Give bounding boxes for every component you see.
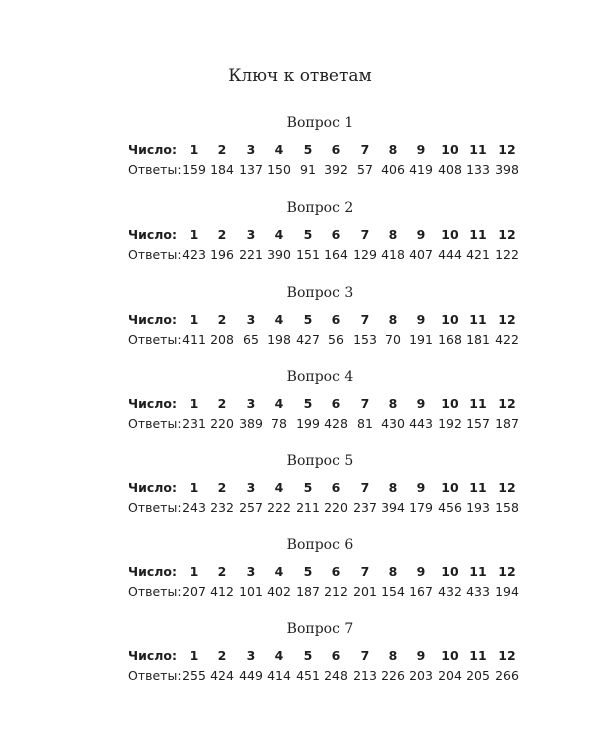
number-cell: 4 [274,396,284,411]
answer-cell: 430 [381,416,405,431]
number-cell: 3 [246,564,256,579]
answer-cell: 212 [324,584,348,599]
answer-cell: 129 [353,247,377,262]
number-cell: 7 [360,564,370,579]
number-cell: 1 [189,142,199,157]
numbers-row-label: Число: [128,396,178,411]
question-title: Вопрос 3 [286,285,354,301]
answers-row-label: Ответы: [128,162,182,177]
numbers-row-label: Число: [128,312,178,327]
answer-cell: 179 [409,500,433,515]
number-cell: 9 [416,227,426,242]
answer-cell: 255 [182,668,206,683]
answer-cell: 56 [328,332,344,347]
answer-cell: 192 [438,416,462,431]
question-title: Вопрос 4 [286,369,354,385]
answer-cell: 226 [381,668,405,683]
number-cell: 4 [274,227,284,242]
number-cell: 2 [217,227,227,242]
number-cell: 10 [441,564,459,579]
number-cell: 4 [274,142,284,157]
answer-cell: 65 [243,332,259,347]
answer-cell: 168 [438,332,462,347]
answer-cell: 157 [466,416,490,431]
number-cell: 8 [388,396,398,411]
number-cell: 5 [303,312,313,327]
question-title: Вопрос 6 [286,537,354,553]
numbers-row [0,564,600,582]
answers-row [0,332,600,350]
answer-cell: 81 [357,416,373,431]
answer-cell: 443 [409,416,433,431]
answer-cell: 237 [353,500,377,515]
number-cell: 5 [303,648,313,663]
question-title: Вопрос 1 [286,115,354,131]
answer-cell: 158 [495,500,519,515]
numbers-row [0,227,600,245]
answers-row [0,668,600,686]
number-cell: 11 [469,480,487,495]
answer-cell: 164 [324,247,348,262]
answer-cell: 423 [182,247,206,262]
page-title: Ключ к ответам [228,66,372,86]
answer-cell: 432 [438,584,462,599]
number-cell: 7 [360,396,370,411]
answer-cell: 167 [409,584,433,599]
question-title: Вопрос 5 [286,453,354,469]
answers-row-label: Ответы: [128,584,182,599]
number-cell: 6 [331,396,341,411]
number-cell: 6 [331,227,341,242]
number-cell: 12 [498,480,516,495]
answer-cell: 390 [267,247,291,262]
answers-row [0,500,600,518]
answer-cell: 222 [267,500,291,515]
answer-cell: 205 [466,668,490,683]
answer-cell: 70 [385,332,401,347]
answer-cell: 220 [210,416,234,431]
answer-cell: 191 [409,332,433,347]
answers-row-label: Ответы: [128,416,182,431]
answer-cell: 221 [239,247,263,262]
answer-cell: 422 [495,332,519,347]
number-cell: 7 [360,142,370,157]
answer-cell: 159 [182,162,206,177]
number-cell: 12 [498,396,516,411]
answer-cell: 133 [466,162,490,177]
question-block [0,200,600,264]
answers-row-label: Ответы: [128,247,182,262]
answer-cell: 232 [210,500,234,515]
numbers-row-label: Число: [128,480,178,495]
answer-cell: 204 [438,668,462,683]
number-cell: 9 [416,312,426,327]
number-cell: 10 [441,142,459,157]
question-block [0,115,600,179]
numbers-row-label: Число: [128,227,178,242]
number-cell: 5 [303,227,313,242]
number-cell: 7 [360,312,370,327]
numbers-row [0,648,600,666]
answer-cell: 433 [466,584,490,599]
answer-cell: 196 [210,247,234,262]
answer-cell: 414 [267,668,291,683]
number-cell: 7 [360,648,370,663]
answers-row [0,247,600,265]
number-cell: 7 [360,227,370,242]
number-cell: 10 [441,396,459,411]
number-cell: 6 [331,648,341,663]
answer-cell: 153 [353,332,377,347]
number-cell: 12 [498,648,516,663]
number-cell: 11 [469,396,487,411]
answer-cell: 187 [495,416,519,431]
answer-cell: 402 [267,584,291,599]
number-cell: 2 [217,648,227,663]
number-cell: 3 [246,312,256,327]
numbers-row [0,142,600,160]
number-cell: 7 [360,480,370,495]
number-cell: 6 [331,480,341,495]
answer-cell: 207 [182,584,206,599]
number-cell: 1 [189,396,199,411]
answer-cell: 257 [239,500,263,515]
answers-row [0,416,600,434]
answer-cell: 424 [210,668,234,683]
answer-cell: 266 [495,668,519,683]
answer-cell: 427 [296,332,320,347]
number-cell: 9 [416,480,426,495]
number-cell: 3 [246,396,256,411]
answer-cell: 184 [210,162,234,177]
number-cell: 2 [217,564,227,579]
number-cell: 4 [274,564,284,579]
answer-cell: 451 [296,668,320,683]
question-title: Вопрос 2 [286,200,354,216]
number-cell: 1 [189,227,199,242]
question-block [0,621,600,685]
number-cell: 11 [469,648,487,663]
answer-cell: 428 [324,416,348,431]
number-cell: 6 [331,312,341,327]
answer-cell: 198 [267,332,291,347]
number-cell: 4 [274,312,284,327]
answer-cell: 150 [267,162,291,177]
number-cell: 1 [189,312,199,327]
question-block [0,453,600,517]
number-cell: 2 [217,312,227,327]
answer-cell: 408 [438,162,462,177]
answer-cell: 101 [239,584,263,599]
question-block [0,285,600,349]
answer-cell: 419 [409,162,433,177]
answer-cell: 91 [300,162,316,177]
answers-row-label: Ответы: [128,668,182,683]
numbers-row-label: Число: [128,564,178,579]
number-cell: 1 [189,480,199,495]
answers-row-label: Ответы: [128,332,182,347]
numbers-row [0,396,600,414]
answer-cell: 211 [296,500,320,515]
answers-row [0,584,600,602]
numbers-row [0,480,600,498]
number-cell: 11 [469,564,487,579]
answer-cell: 203 [409,668,433,683]
answer-cell: 181 [466,332,490,347]
answers-row-label: Ответы: [128,500,182,515]
number-cell: 8 [388,142,398,157]
answer-cell: 78 [271,416,287,431]
answer-cell: 398 [495,162,519,177]
number-cell: 9 [416,396,426,411]
number-cell: 8 [388,648,398,663]
answer-cell: 412 [210,584,234,599]
answer-cell: 220 [324,500,348,515]
answer-cell: 421 [466,247,490,262]
answer-cell: 407 [409,247,433,262]
answer-cell: 456 [438,500,462,515]
question-title: Вопрос 7 [286,621,354,637]
answer-cell: 444 [438,247,462,262]
number-cell: 11 [469,312,487,327]
number-cell: 4 [274,480,284,495]
number-cell: 4 [274,648,284,663]
number-cell: 10 [441,227,459,242]
number-cell: 12 [498,312,516,327]
number-cell: 2 [217,142,227,157]
number-cell: 10 [441,480,459,495]
answer-cell: 243 [182,500,206,515]
number-cell: 3 [246,480,256,495]
answer-cell: 389 [239,416,263,431]
answer-cell: 199 [296,416,320,431]
number-cell: 8 [388,564,398,579]
answer-cell: 137 [239,162,263,177]
number-cell: 5 [303,396,313,411]
answer-cell: 194 [495,584,519,599]
answer-cell: 406 [381,162,405,177]
number-cell: 9 [416,142,426,157]
answers-row [0,162,600,180]
answer-cell: 154 [381,584,405,599]
number-cell: 2 [217,480,227,495]
number-cell: 3 [246,227,256,242]
number-cell: 3 [246,142,256,157]
number-cell: 11 [469,142,487,157]
number-cell: 12 [498,564,516,579]
number-cell: 10 [441,312,459,327]
numbers-row [0,312,600,330]
question-block [0,369,600,433]
number-cell: 8 [388,227,398,242]
number-cell: 12 [498,142,516,157]
number-cell: 6 [331,142,341,157]
answer-cell: 122 [495,247,519,262]
answer-cell: 411 [182,332,206,347]
number-cell: 5 [303,480,313,495]
answer-cell: 151 [296,247,320,262]
numbers-row-label: Число: [128,648,178,663]
number-cell: 8 [388,312,398,327]
answer-cell: 193 [466,500,490,515]
number-cell: 8 [388,480,398,495]
answer-cell: 392 [324,162,348,177]
number-cell: 12 [498,227,516,242]
answer-cell: 449 [239,668,263,683]
numbers-row-label: Число: [128,142,178,157]
number-cell: 5 [303,142,313,157]
number-cell: 5 [303,564,313,579]
number-cell: 9 [416,564,426,579]
answer-cell: 187 [296,584,320,599]
number-cell: 3 [246,648,256,663]
answer-cell: 248 [324,668,348,683]
number-cell: 10 [441,648,459,663]
answer-cell: 394 [381,500,405,515]
answer-cell: 201 [353,584,377,599]
answer-cell: 57 [357,162,373,177]
number-cell: 1 [189,648,199,663]
number-cell: 2 [217,396,227,411]
number-cell: 1 [189,564,199,579]
answer-cell: 208 [210,332,234,347]
answer-cell: 213 [353,668,377,683]
question-block [0,537,600,601]
answer-cell: 231 [182,416,206,431]
number-cell: 11 [469,227,487,242]
number-cell: 6 [331,564,341,579]
answer-cell: 418 [381,247,405,262]
number-cell: 9 [416,648,426,663]
